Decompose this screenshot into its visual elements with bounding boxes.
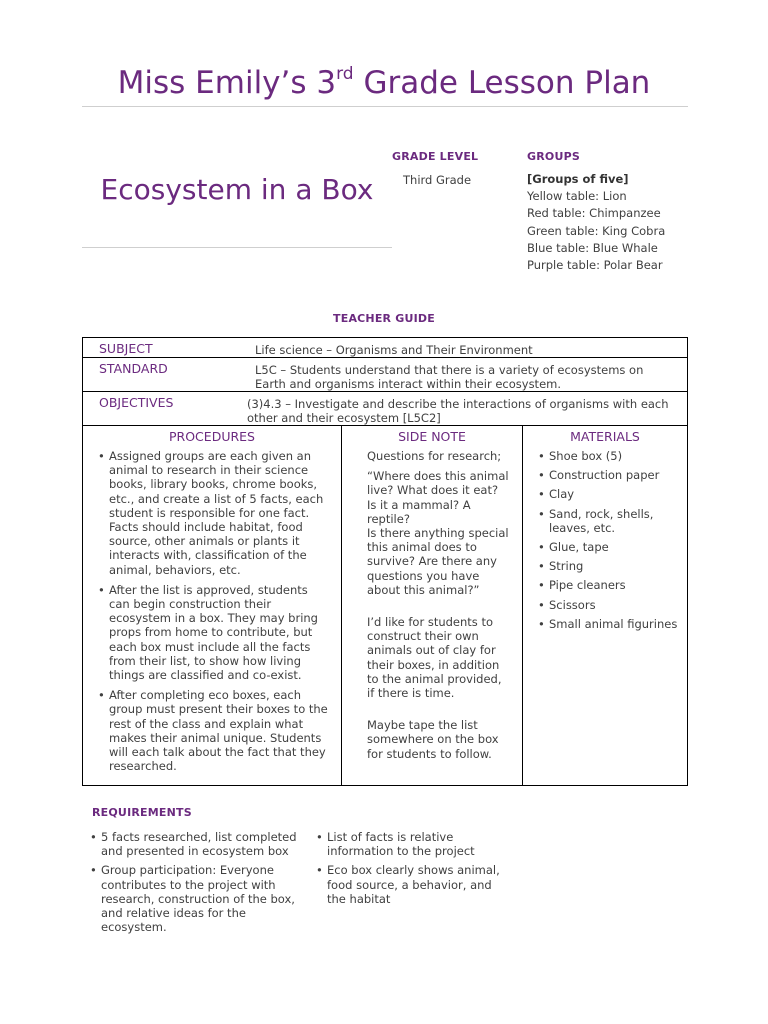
material-item: • Scissors: [538, 598, 678, 612]
procedure-item: • Assigned groups are each given an animal to research in their science books, library books, chrome books, etc., and create a list of 5 facts, each student is responsible for one fact. Facts should include habitat, food source, other animals or plants it interacts with, classification of the animal, behaviors, etc.: [98, 449, 330, 577]
title-divider: [82, 106, 688, 107]
requirements-right-list: [316, 830, 506, 911]
materials-column: [522, 425, 688, 786]
subject-text: Life science – Organisms and Their Environment: [255, 343, 533, 357]
title-superscript: rd: [336, 64, 354, 84]
page-title: [0, 64, 768, 101]
group-item: Yellow table: Lion: [527, 189, 627, 204]
requirement-item: • List of facts is relative information to the project: [316, 830, 506, 858]
side-note-heading: SIDE NOTE: [398, 429, 466, 444]
side-note-paragraph: “Where does this animal live? What does it eat? Is it a mammal? A reptile?: [367, 469, 509, 526]
group-item: Red table: Chimpanzee: [527, 206, 661, 221]
guide-row-subject: [82, 337, 688, 358]
requirements-left-list: [90, 830, 305, 939]
group-item: Purple table: Polar Bear: [527, 258, 663, 273]
grade-level-heading: GRADE LEVEL: [392, 150, 479, 163]
procedure-item: • After completing eco boxes, each group must present their boxes to the rest of the class and explain what makes their animal unique. Students will each talk about the fact that they researched.: [98, 688, 330, 773]
material-item: • Shoe box (5): [538, 449, 678, 463]
group-item: Green table: King Cobra: [527, 223, 666, 238]
material-item: • Pipe cleaners: [538, 578, 678, 592]
procedures-list: [98, 449, 330, 779]
lesson-title: Ecosystem in a Box: [100, 173, 374, 206]
material-item: • Sand, rock, shells, leaves, etc.: [538, 507, 678, 535]
objectives-text: (3)4.3 – Investigate and describe the interactions of organisms with each other and their ecosystem [L5C2]: [247, 397, 669, 425]
side-note-paragraph: I’d like for students to construct their own animals out of clay for their boxes, in addition to the animal provided, if there is time.: [367, 615, 502, 701]
groups-intro: [Groups of five]: [527, 172, 629, 186]
procedure-item: • After the list is approved, students can begin construction their ecosystem in a box. They may bring props from home to contribute, but each box must include all the facts from their list, to show how living things are classified and co-exist.: [98, 583, 330, 682]
material-item: • Construction paper: [538, 468, 678, 482]
material-item: • String: [538, 559, 678, 573]
procedures-heading: PROCEDURES: [169, 429, 255, 444]
requirement-item: • 5 facts researched, list completed and presented in ecosystem box: [90, 830, 305, 858]
subject-label: SUBJECT: [99, 341, 153, 356]
guide-row-objectives: [82, 391, 688, 426]
material-item: • Small animal figurines: [538, 617, 678, 631]
group-item: Blue table: Blue Whale: [527, 240, 658, 255]
side-note-paragraph: Questions for research;: [367, 449, 502, 463]
title-text-end: Grade Lesson Plan: [353, 65, 651, 101]
material-item: • Glue, tape: [538, 540, 678, 554]
material-item: • Clay: [538, 487, 678, 501]
requirement-item: • Group participation: Everyone contributes to the project with research, construction of the box, and relative ideas for the ecosystem.: [90, 863, 305, 934]
grade-level-value: Third Grade: [403, 173, 472, 187]
standard-label: STANDARD: [99, 361, 168, 376]
groups-list: [527, 171, 665, 274]
side-note-column: [341, 425, 523, 786]
lesson-divider: [82, 247, 392, 248]
materials-heading: MATERIALS: [570, 429, 640, 444]
side-note-paragraph: Maybe tape the list somewhere on the box for students to follow.: [367, 718, 499, 761]
teacher-guide-heading: TEACHER GUIDE: [333, 312, 435, 325]
guide-row-standard: [82, 357, 688, 392]
groups-heading: GROUPS: [527, 150, 580, 163]
procedures-column: [82, 425, 342, 786]
requirements-heading: REQUIREMENTS: [92, 806, 192, 819]
side-note-body: [367, 449, 510, 761]
objectives-label: OBJECTIVES: [99, 395, 174, 410]
title-text: Miss Emily’s 3: [117, 65, 337, 101]
side-note-paragraph: Is there anything special this animal does to survive? Are there any questions you have about this animal?”: [367, 526, 509, 597]
requirement-item: • Eco box clearly shows animal, food source, a behavior, and the habitat: [316, 863, 506, 906]
standard-text: L5C – Students understand that there is a variety of ecosystems on Earth and organisms interact within their ecosystem.: [255, 363, 644, 391]
materials-list: [538, 449, 678, 636]
